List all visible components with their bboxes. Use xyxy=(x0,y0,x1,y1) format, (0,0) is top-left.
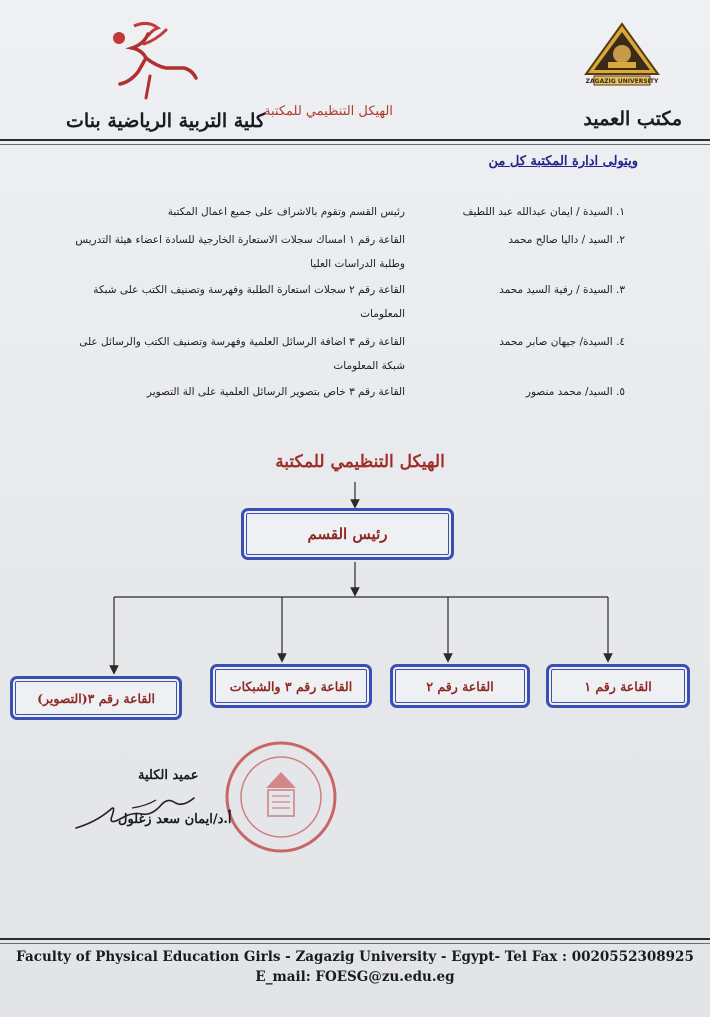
org-unit-hall-3-copying: القاعة رقم ٣(التصوير) xyxy=(10,676,182,720)
staff-duty: رئيس القسم وتقوم بالاشراف على جميع اعمال المكتبة xyxy=(167,206,405,218)
staff-name: ٤. السيدة/ جيهان صابر محمد xyxy=(499,336,625,348)
dean-office-label: مكتب العميد xyxy=(583,108,682,130)
signature-name: أ.د/ايمان سعد زغلول xyxy=(118,812,232,827)
staff-name: ٥. السيد/ محمد منصور xyxy=(525,386,625,398)
faculty-name: كلية التربية الرياضية بنات xyxy=(66,110,265,132)
staff-name: ٣. السيدة / رفية السيد محمد xyxy=(499,284,625,296)
staff-duty: القاعة رقم ٢ سجلات استعارة الطلبة وفهرسة وتصنيف الكتب على شبكة المعلومات xyxy=(93,284,405,320)
svg-text:ZAGAZIG UNIVERSITY: ZAGAZIG UNIVERSITY xyxy=(585,78,659,85)
org-unit-hall-1: القاعة رقم ١ xyxy=(546,664,690,708)
staff-name: ١. السيدة / ايمان عبدالله عبد اللطيف xyxy=(462,206,625,218)
staff-duty: القاعة رقم ٣ اضافة الرسائل العلمية وفهرسة وتصنيف الكتب والرسائل على شبكة المعلومات xyxy=(79,336,405,372)
signature-title: عميد الكلية xyxy=(138,768,199,783)
footer-divider-thin xyxy=(0,943,710,944)
intro-heading: ويتولى ادارة المكتبة كل من xyxy=(488,154,638,169)
staff-name: ٢. السيد / داليا صالح محمد xyxy=(508,234,625,246)
footer-divider xyxy=(0,938,710,940)
org-unit-hall-3-networks: القاعة رقم ٣ والشبكات xyxy=(210,664,372,708)
header-subtitle: الهيكل التنظيمي للمكتبة xyxy=(264,104,393,119)
staff-duty: القاعة رقم ١ امساك سجلات الاستعارة الخارجية للسادة اعضاء هيئة التدريس وطلبة الدراسات العليا xyxy=(75,234,405,270)
footer-address: Faculty of Physical Education Girls - Zagazig University - Egypt- Tel Fax : 0020552308925 xyxy=(16,949,694,965)
footer-email: E_mail: FOESG@zu.edu.eg xyxy=(255,969,455,985)
org-chart-title: الهيكل التنظيمي للمكتبة xyxy=(275,452,445,472)
org-head-box: رئيس القسم xyxy=(241,508,454,560)
official-stamp xyxy=(222,738,340,856)
org-unit-hall-2: القاعة رقم ٢ xyxy=(390,664,530,708)
staff-duty: القاعة رقم ٣ خاص بتصوير الرسائل العلمية على الة التصوير xyxy=(146,386,405,398)
